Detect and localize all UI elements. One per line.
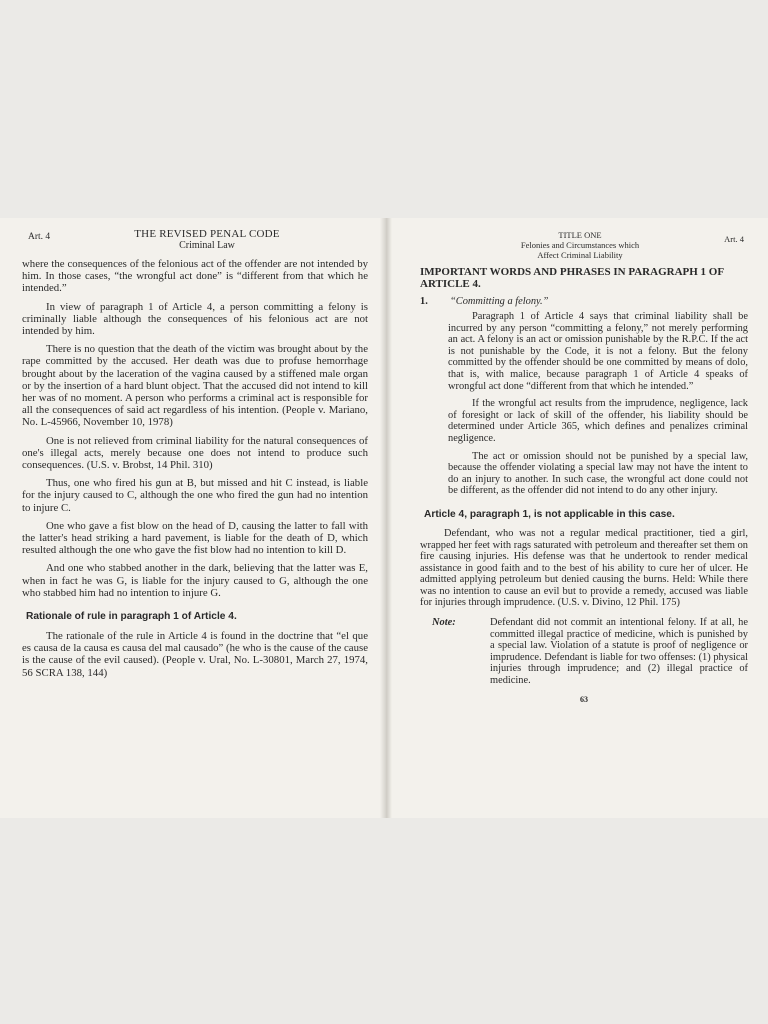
right-page (420, 218, 748, 818)
paragraph: One who gave a fist blow on the head of D, causing the latter to fall with the latter's head striking a hard pavement, is liable for the death of D, which resulted although the one who gave the fist blow had no intention to kill D. (22, 519, 368, 557)
paragraph: Thus, one who fired his gun at B, but missed and hit C instead, is liable for the injury caused to C, although the one who fired the gun had no intention to injure C. (22, 477, 368, 514)
title-one: TITLE ONE (558, 230, 602, 240)
title-subtitle: Felonies and Circumstances which (520, 240, 640, 250)
item-number: 1. (420, 296, 428, 307)
note-label: Note: (432, 617, 456, 629)
title-subtitle: Affect Criminal Liability (537, 250, 623, 260)
paragraph: where the consequences of the felonious act of the offender are not intended by him. In those cases, “the wrongful act done” is “different from that which he intended.” (22, 258, 368, 295)
paragraph: Paragraph 1 of Article 4 says that criminal liability shall be incurred by any person “committing a felony,” not merely performing an act. A felony is an act or omission punishable by the R.P.C. If the act is not punishable by the Code, it is not a felony. But the felony committed by the offender should be one committed by means of dolo, that is, with malice, because paragraph 1 of Article 4 speaks of wrongful act done “different from that which he intended.” (448, 311, 748, 392)
paragraph: The rationale of the rule in Article 4 is found in the doctrine that “el que es causa de la causa es causa del mal causado” (he who is the cause of the cause is the cause of the evil caused). (People v. Ural, No. L-30801, March 27, 1974, 56 SCRA 138, 144) (22, 630, 368, 679)
paragraph: If the wrongful act results from the imprudence, negligence, lack of foresight or lack of skill of the offender, his liability should be determined under Article 365, which defines and penalizes criminal negligence. (448, 398, 748, 444)
book-spread (0, 218, 768, 818)
paragraph: There is no question that the death of the victim was brought about by the rape committed by the accused. Her death was due to profuse hemorrhage brought about by the laceration of the vagina caused by a stiffened male organ or by the insertion of a hard blunt object. That the accused did not intend to kill her was of no moment. A person who performs a criminal act is responsible for all the consequences of said act regardless of his intention. (People v. Mariano, No. L-45966, November 10, 1978) (22, 343, 368, 429)
item-label: “Committing a felony.” (450, 296, 549, 307)
section-heading: IMPORTANT WORDS AND PHRASES IN PARAGRAPH 1 OF ARTICLE 4. (420, 266, 724, 290)
left-running-header (22, 218, 368, 258)
page-number: 63 (580, 694, 588, 704)
numbered-item (420, 296, 748, 307)
note-block (420, 617, 748, 687)
paragraph: Defendant, who was not a regular medical practitioner, tied a girl, wrapped her feet with rags saturated with petroleum and thereafter set them on fire causing injuries. His defense was that he undertook to render medical assistance in good faith and to the best of his ability to cure her of ulcer. He admitted applying petroleum but denied causing the burns. Held: While there was no intention to cause an evil but to provide a remedy, accused was liable for injuries through imprudence. (U.S. v. Divino, 12 Phil. 175) (420, 527, 748, 609)
background (0, 818, 768, 1024)
indented-block (420, 311, 748, 497)
paragraph: The act or omission should not be punished by a special law, because the offender violating a special law may not have the intent to do an injury to another. In such case, the wrongful act done could not be different, as the offender did not intend to do any other injury. (448, 450, 748, 497)
right-article-ref: Art. 4 (724, 234, 744, 244)
right-running-header (420, 218, 748, 266)
paragraph: One is not relieved from criminal liability for the natural consequences of one's illegal acts, merely because one does not intend to produce such consequences. (U.S. v. Brobst, 14 Phil. 310) (22, 434, 368, 472)
section-heading: Article 4, paragraph 1, is not applicable in this case. (424, 508, 675, 520)
book-gutter (380, 218, 392, 818)
note-text: Defendant did not commit an intentional felony. If at all, he committed illegal practice of medicine, which is punished by a special law. Violation of a statute is proof of negligence or imprudence. Defendant is liable for two offenses: (1) physical injuries through imprudence; and (2) illegal practice of medicine. (490, 617, 748, 687)
paragraph: And one who stabbed another in the dark, believing that the latter was E, when in fact he was G, is liable for the injury caused to G, although the one who stabbed him had no intention to injure G. (22, 562, 368, 599)
book-title: THE REVISED PENAL CODE (134, 228, 280, 240)
book-subtitle: Criminal Law (179, 240, 235, 251)
left-article-ref: Art. 4 (28, 232, 51, 242)
left-page (22, 218, 368, 818)
section-heading: Rationale of rule in paragraph 1 of Article 4. (26, 611, 237, 623)
paragraph: In view of paragraph 1 of Article 4, a person committing a felony is criminally liable although the consequences of his felonious act are not intended by him. (22, 300, 368, 338)
